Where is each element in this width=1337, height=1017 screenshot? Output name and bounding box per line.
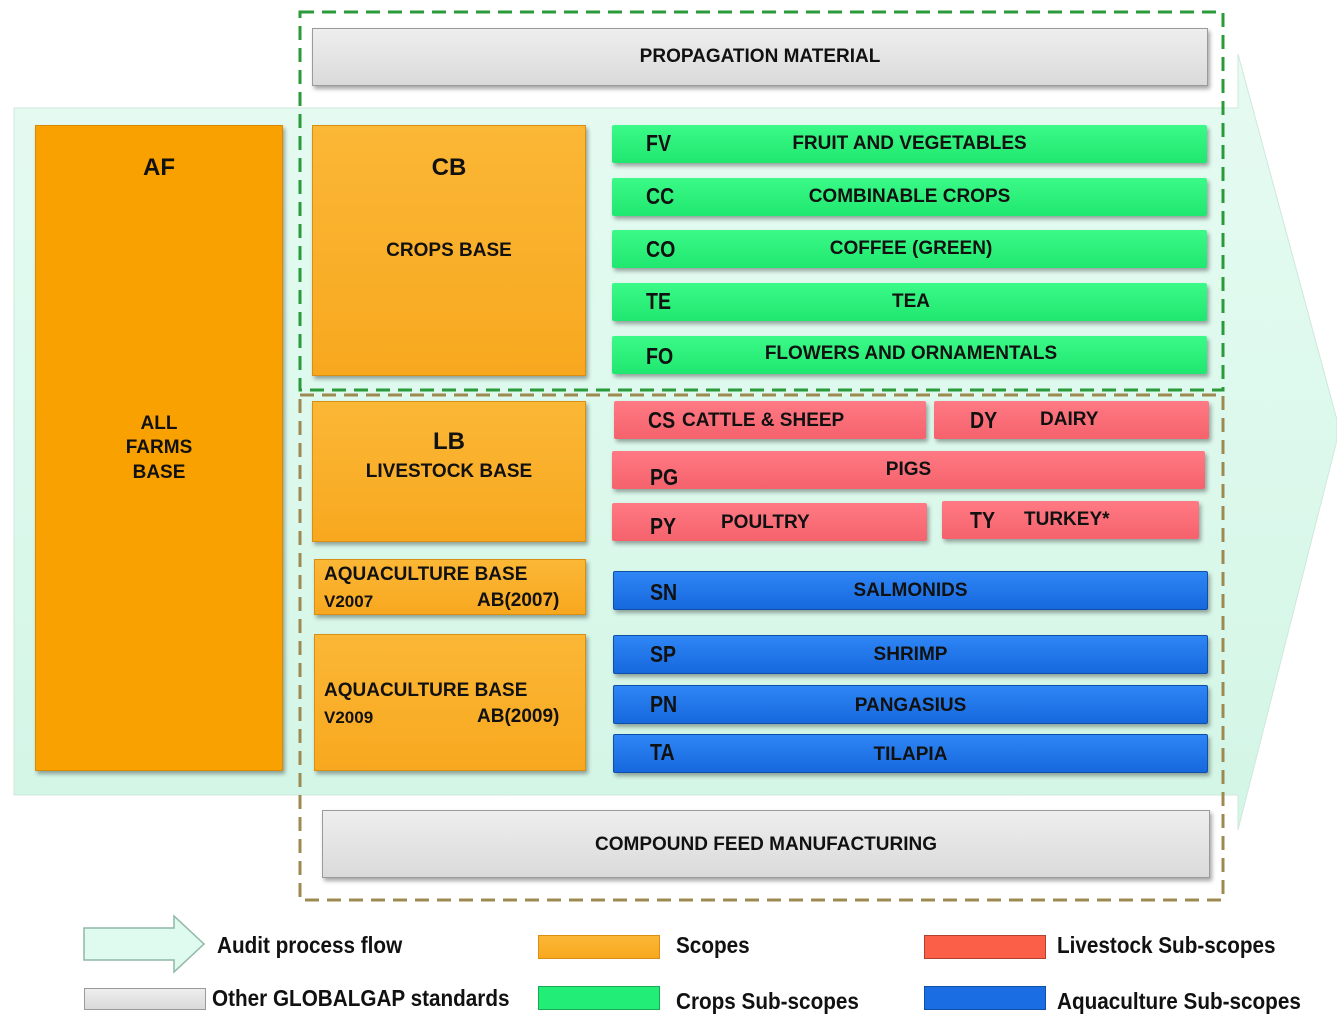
- crop-subscope-fo: [612, 336, 1207, 374]
- crop-code: CO: [646, 236, 676, 262]
- aqua-label: TILAPIA: [873, 744, 948, 765]
- legend-other-label: Other GLOBALGAP standards: [212, 985, 510, 1011]
- lb-label: LIVESTOCK BASE: [365, 461, 533, 482]
- livestock-label: CATTLE & SHEEP: [682, 410, 845, 431]
- legend-flow-label: Audit process flow: [217, 932, 403, 958]
- livestock-code: PG: [650, 464, 679, 490]
- crop-subscope-fv: [612, 125, 1207, 163]
- legend-livestock-label: Livestock Sub-scopes: [1057, 932, 1276, 958]
- legend-other-swatch: [84, 988, 206, 1010]
- compound-feed-label: COMPOUND FEED MANUFACTURING: [595, 834, 937, 855]
- crop-code: TE: [646, 288, 671, 314]
- legend-livestock-swatch: [924, 935, 1046, 959]
- crop-label: FRUIT AND VEGETABLES: [792, 133, 1027, 154]
- legend-flow-arrow-icon: [82, 914, 207, 974]
- ab2007-code: AB(2007): [477, 590, 560, 611]
- aqua-code: SP: [650, 641, 677, 667]
- legend-scopes-swatch: [538, 935, 660, 959]
- all-farms-base-box: [35, 125, 283, 771]
- livestock-label: TURKEY*: [1024, 509, 1110, 530]
- aquaculture-base-2009-box: [314, 634, 586, 771]
- cb-label: CROPS BASE: [386, 240, 512, 261]
- crop-label: TEA: [892, 291, 930, 312]
- propagation-material-label: PROPAGATION MATERIAL: [639, 46, 881, 67]
- aqua-code: SN: [650, 579, 678, 605]
- lb-code: LB: [433, 428, 465, 455]
- livestock-subscope-dy: [934, 401, 1209, 439]
- livestock-code: CS: [648, 407, 676, 433]
- crop-label: COFFEE (GREEN): [829, 238, 993, 259]
- legend-crops-swatch: [538, 986, 660, 1010]
- livestock-code: TY: [970, 507, 995, 533]
- ab2009-version: V2009: [324, 708, 374, 727]
- legend-aquaculture-label: Aquaculture Sub-scopes: [1057, 988, 1301, 1014]
- crop-label: FLOWERS AND ORNAMENTALS: [764, 343, 1058, 364]
- ab2009-code: AB(2009): [477, 706, 560, 727]
- propagation-material-box: [312, 28, 1208, 86]
- aqua-code: PN: [650, 691, 678, 717]
- crop-subscope-cc: [612, 178, 1207, 216]
- af-code: AF: [143, 154, 175, 181]
- livestock-label: PIGS: [885, 459, 932, 480]
- livestock-subscope-py: [612, 503, 927, 541]
- aqua-subscope-sn: [613, 571, 1208, 610]
- aquaculture-base-2007-box: [314, 559, 586, 615]
- livestock-code: DY: [970, 407, 998, 433]
- ab2007-title: AQUACULTURE BASE: [324, 564, 528, 585]
- af-label-line1: ALL: [140, 413, 178, 434]
- crop-code: CC: [646, 183, 675, 209]
- compound-feed-box: [322, 810, 1210, 878]
- livestock-code: PY: [650, 513, 677, 539]
- cb-code: CB: [431, 154, 467, 181]
- crop-subscope-te: [612, 283, 1207, 321]
- aqua-label: PANGASIUS: [854, 695, 967, 716]
- crop-subscope-co: [612, 230, 1207, 268]
- aqua-code: TA: [650, 739, 675, 765]
- aqua-label: SALMONIDS: [853, 580, 968, 601]
- crops-base-box: [312, 125, 586, 376]
- crop-label: COMBINABLE CROPS: [808, 186, 1011, 207]
- aqua-subscope-pn: [613, 685, 1208, 724]
- livestock-base-box: [312, 401, 586, 542]
- legend-aquaculture-swatch: [924, 986, 1046, 1010]
- crop-code: FO: [646, 343, 674, 369]
- ab2007-version: V2007: [324, 592, 374, 611]
- ab2009-title: AQUACULTURE BASE: [324, 680, 528, 701]
- aqua-subscope-sp: [613, 635, 1208, 674]
- crop-code: FV: [646, 130, 671, 156]
- legend-scopes-label: Scopes: [676, 932, 750, 958]
- aqua-label: SHRIMP: [873, 644, 948, 665]
- livestock-subscope-ty: [942, 501, 1199, 539]
- livestock-subscope-cs: [614, 401, 926, 439]
- livestock-label: DAIRY: [1040, 409, 1099, 430]
- livestock-label: POULTRY: [721, 512, 810, 533]
- livestock-subscope-pg: [612, 451, 1205, 489]
- legend-crops-label: Crops Sub-scopes: [676, 988, 859, 1014]
- aqua-subscope-ta: [613, 734, 1208, 773]
- af-label-line3: BASE: [132, 462, 186, 483]
- af-label-line2: FARMS: [125, 437, 193, 458]
